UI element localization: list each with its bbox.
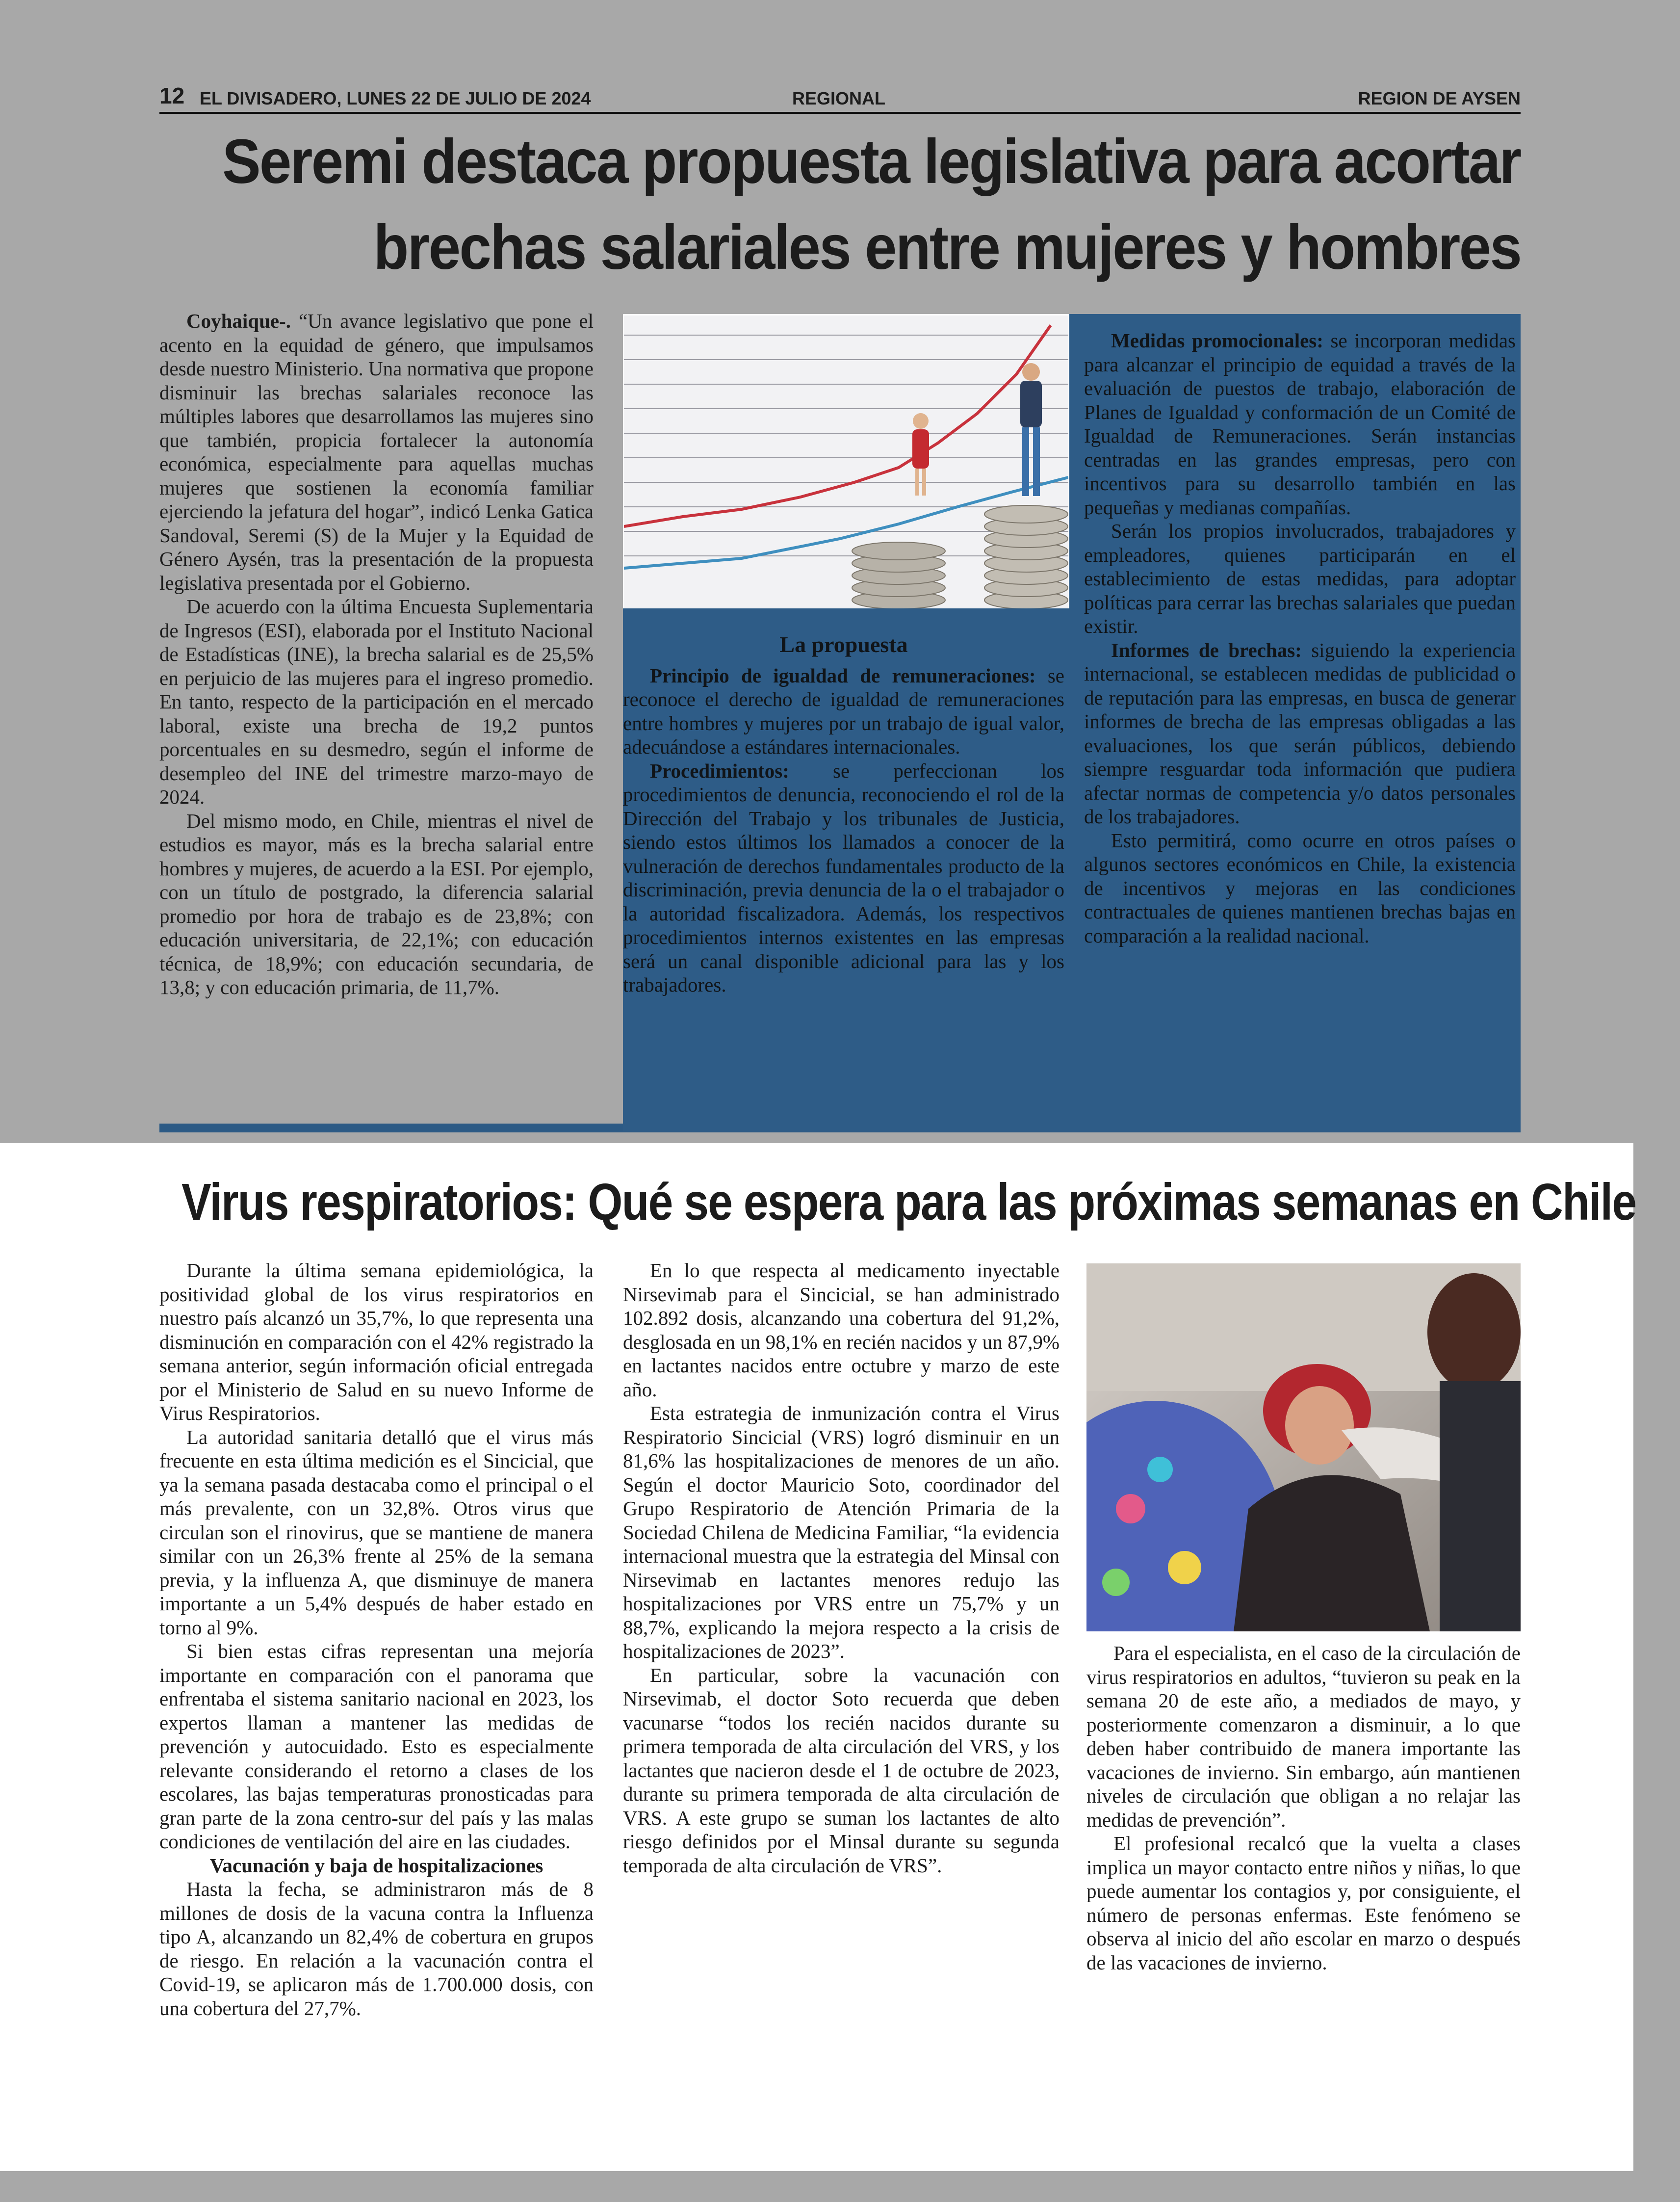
section-name: REGIONAL bbox=[792, 88, 886, 108]
nurse-uniform bbox=[1440, 1381, 1521, 1631]
paragraph-3: Del mismo modo, en Chile, mientras el nivel de estudios es mayor, más es la brecha salarial entre hombres y mujeres, de acuerdo a la ESI. Por ejemplo, con un título de postgrado, la diferencia salarial promedio por hora de trabajo es de 23,8%; con educación universitaria, de 22,1%; con educación técnica, de 18,9%; con educación secundaria, de 13,8; y con educación primaria, de 11,7%. bbox=[159, 809, 594, 998]
procedimientos-label: Procedimientos: bbox=[650, 759, 789, 782]
vaccination-photo bbox=[1086, 1263, 1521, 1631]
procedimientos-text: se perfeccionan los procedimientos de denuncia, reconociendo el rol de la Dirección del Trabajo y los tribunales de Justicia, siendo estos últimos los llamados a conocer de la vulneración de derechos fundamentales producto de la discriminación, previa denuncia de la o el trabajador o la autoridad fiscalizadora. Además, los respectivos procedimientos internos existentes en las empresas será un canal disponible adicional para las y los trabajadores. bbox=[623, 759, 1064, 996]
virus-paragraph-2: La autoridad sanitaria detalló que el virus más frecuente en esta última medición es el Sincicial, que ya la semana pasada destacaba como el principal o el más prevalente, con un 32,8%. Otros virus que circulan son el rinovirus, que se mantiene de manera similar con un 26,3% frente al 25% de la semana previa, y la influenza A, que disminuye de manera importante a un 5,4% después de haber estado en torno al 9%. bbox=[159, 1425, 594, 1639]
informes-text: siguiendo la experiencia internacional, se establecen medidas de publicidad o de reputación para las empresas, en busca de generar informes de brecha de las empresas obligadas a las evaluaciones, los que serán públicos, debiendo siempre resguardar toda información que pudiera afectar normas de competencia y/o datos personales de los trabajadores. bbox=[1084, 638, 1516, 828]
article2-column-2 bbox=[623, 1258, 1060, 1877]
virus-paragraph-5: En lo que respecta al medicamento inyectable Nirsevimab para el Sincicial, se han administrado 102.892 dosis, alcanzando una cobertura del 91,2%, desglosada en un 98,1% en recién nacidos y un 87,9% en lactantes nacidos entre octubre y marzo de este año. bbox=[623, 1259, 1060, 1401]
propuesta-title: La propuesta bbox=[779, 632, 908, 657]
esto-permitira-paragraph: Esto permitirá, como ocurre en otros países o algunos sectores económicos en Chile, la existencia de incentivos y mejoras en las condiciones contractuales de quienes mantienen brechas bajas en comparación a la realidad nacional. bbox=[1084, 829, 1516, 947]
article2-column-3 bbox=[1086, 1641, 1521, 1974]
vacunacion-subhead: Vacunación y baja de hospitalizaciones bbox=[209, 1854, 543, 1877]
virus-paragraph-3: Si bien estas cifras representan una mejoría importante en comparación con el panorama que enfrentaba el sistema sanitario nacional en 2023, los expertos llaman a mantener las medidas de prevención y autocuidado. Esto es especialmente relevante considerando el retorno a clases de los escolares, las bajas temperaturas pronosticadas para gran parte de la zona centro-sur del país y las malas condiciones de ventilación del aire en las ciudades. bbox=[159, 1640, 594, 1853]
coin-stack-right bbox=[984, 505, 1068, 608]
page-header bbox=[159, 83, 1521, 114]
page-number: 12 bbox=[159, 83, 185, 108]
propuesta-column bbox=[623, 633, 1064, 997]
virus-headline: Virus respiratorios: Qué se espera para las próximas semanas en Chile bbox=[181, 1173, 1636, 1231]
wage-gap-photo bbox=[624, 315, 1068, 608]
principio-label: Principio de igualdad de remuneraciones: bbox=[650, 664, 1036, 687]
pattern-dot-3 bbox=[1147, 1457, 1173, 1482]
newspaper-date: EL DIVISADERO, LUNES 22 DE JULIO DE 2024 bbox=[200, 88, 591, 108]
article1-column-left bbox=[159, 309, 594, 1124]
virus-paragraph-1: Durante la última semana epidemiológica, la positividad global de los virus respiratorios en nuestro país alcanzó un 35,7%, lo que representa una disminución en comparación con el 42% registrado la semana anterior, según información oficial entregada por el Ministerio de Salud en su nuevo Informe de Virus Respiratorios. bbox=[159, 1259, 594, 1424]
woman-body bbox=[1234, 1475, 1430, 1631]
dateline: Coyhaique-. bbox=[186, 310, 291, 332]
involucrados-paragraph: Serán los propios involucrados, trabajadores y empleadores, quienes participarán en el establecimiento de estas medidas, para adoptar políticas para cerrar las brechas salariales que puedan existir. bbox=[1084, 520, 1516, 637]
virus-paragraph-9: El profesional recalcó que la vuelta a clases implica un mayor contacto entre niños y niñas, lo que puede aumentar los contagios y, por consiguiente, el número de personas enfermas. Este fenómeno se observa al inicio del año escolar en marzo o después de las vacaciones de invierno. bbox=[1086, 1832, 1521, 1974]
region-name: REGION DE AYSEN bbox=[1358, 88, 1521, 108]
medidas-text: se incorporan medidas para alcanzar el principio de equidad a través de la evaluación de puestos de trabajo, elaboración de Planes de Igualdad y conformación de un Comité de Igualdad de Remuneraciones. Serán instancias centradas en las grandes empresas, pero con incentivos para su desarrollo también en las pequeñas y medianas compañías. bbox=[1084, 329, 1516, 519]
informes-label: Informes de brechas: bbox=[1111, 638, 1302, 661]
article2-column-1 bbox=[159, 1258, 594, 2020]
virus-paragraph-4: Hasta la fecha, se administraron más de 8 millones de dosis de la vacuna contra la Influenza tipo A, alcanzando un 82,4% de cobertura en grupos de riesgo. En relación a la vacunación contra el Covid-19, se aplicaron más de 1.700.000 dosis, con una cobertura del 27,7%. bbox=[159, 1878, 594, 2019]
pattern-dot-4 bbox=[1102, 1569, 1130, 1596]
paragraph-2: De acuerdo con la última Encuesta Suplementaria de Ingresos (ESI), elaborada por el Instituto Nacional de Estadísticas (INE), la brecha salarial es de 25,5% en perjuicio de las mujeres para el ingreso promedio. En tanto, respecto de la participación en el mercado laboral, existe una brecha de 19,2 puntos porcentuales en su desmedro, según el informe de desempleo del INE del trimestre marzo-mayo de 2024. bbox=[159, 595, 594, 808]
woman-face bbox=[1285, 1386, 1354, 1465]
headline-line-1: Seremi destaca propuesta legislativa para acortar bbox=[222, 127, 1521, 197]
pattern-dot-1 bbox=[1116, 1494, 1145, 1523]
medidas-label: Medidas promocionales: bbox=[1111, 329, 1323, 352]
pattern-dot-2 bbox=[1168, 1551, 1201, 1584]
principio-text: se reconoce el derecho de igualdad de remuneraciones entre hombres y mujeres por un trabajo de igual valor, adecuándose a estándares internacionales. bbox=[623, 664, 1065, 758]
medidas-column bbox=[1084, 329, 1516, 947]
virus-paragraph-7: En particular, sobre la vacunación con Nirsevimab, el doctor Soto recuerda que deben vacunarse “todos los recién nacidos durante su primera temporada de alta circulación del VRS, y los lactantes que nacieron desde el 1 de octubre de 2023, durante su primera temporada de alta circulación de VRS. A este grupo se suman los lactantes de alto riesgo definidos por el Minsal durante su segunda temporada de alta circulación de VRS”. bbox=[623, 1663, 1060, 1877]
headline-line-2: brechas salariales entre mujeres y hombres bbox=[373, 212, 1521, 283]
paragraph-1: “Un avance legislativo que pone el acento en la equidad de género, que impulsamos desde nuestro Ministerio. Una normativa que propone disminuir las brechas salariales reconoce las múltiples labores que desarrollamos las mujeres sino que también, propicia fortalecer la autonomía económica, especialmente para aquellas muchas mujeres que sostienen la economía familiar ejerciendo la jefatura del hogar”, indicó Lenka Gatica Sandoval, Seremi (S) de la Mujer y la Equidad de Género Aysén, tras la presentación de la propuesta legislativa presentada por el Gobierno. bbox=[159, 310, 594, 594]
virus-paragraph-6: Esta estrategia de inmunización contra el Virus Respiratorio Sincicial (VRS) logró disminuir en un 81,6% las hospitalizaciones de menores de un año. Según el doctor Mauricio Soto, coordinador del Grupo Respiratorio de Atención Primaria de la Sociedad Chilena de Medicina Familiar, “la evidencia internacional muestra que la estrategia del Minsal con Nirsevimab en lactantes menores redujo las hospitalizaciones por VRS entre un 75,7% y un 88,7%, explicando la mejora respecto a la crisis de hospitalizaciones de 2023”. bbox=[623, 1402, 1060, 1662]
nurse-hair bbox=[1427, 1273, 1521, 1391]
virus-paragraph-8: Para el especialista, en el caso de la circulación de virus respiratorios en adultos, “tuvieron su peak en la semana 20 de este año, a mediados de mayo, y posteriormente comenzaron a disminuir, a lo que deben haber contribuido de manera importante las vacaciones de invierno. Sin embargo, aún mantienen niveles de circulación que obligan a no relajar las medidas de prevención”. bbox=[1086, 1642, 1521, 1831]
coin-stack-left bbox=[852, 542, 945, 608]
